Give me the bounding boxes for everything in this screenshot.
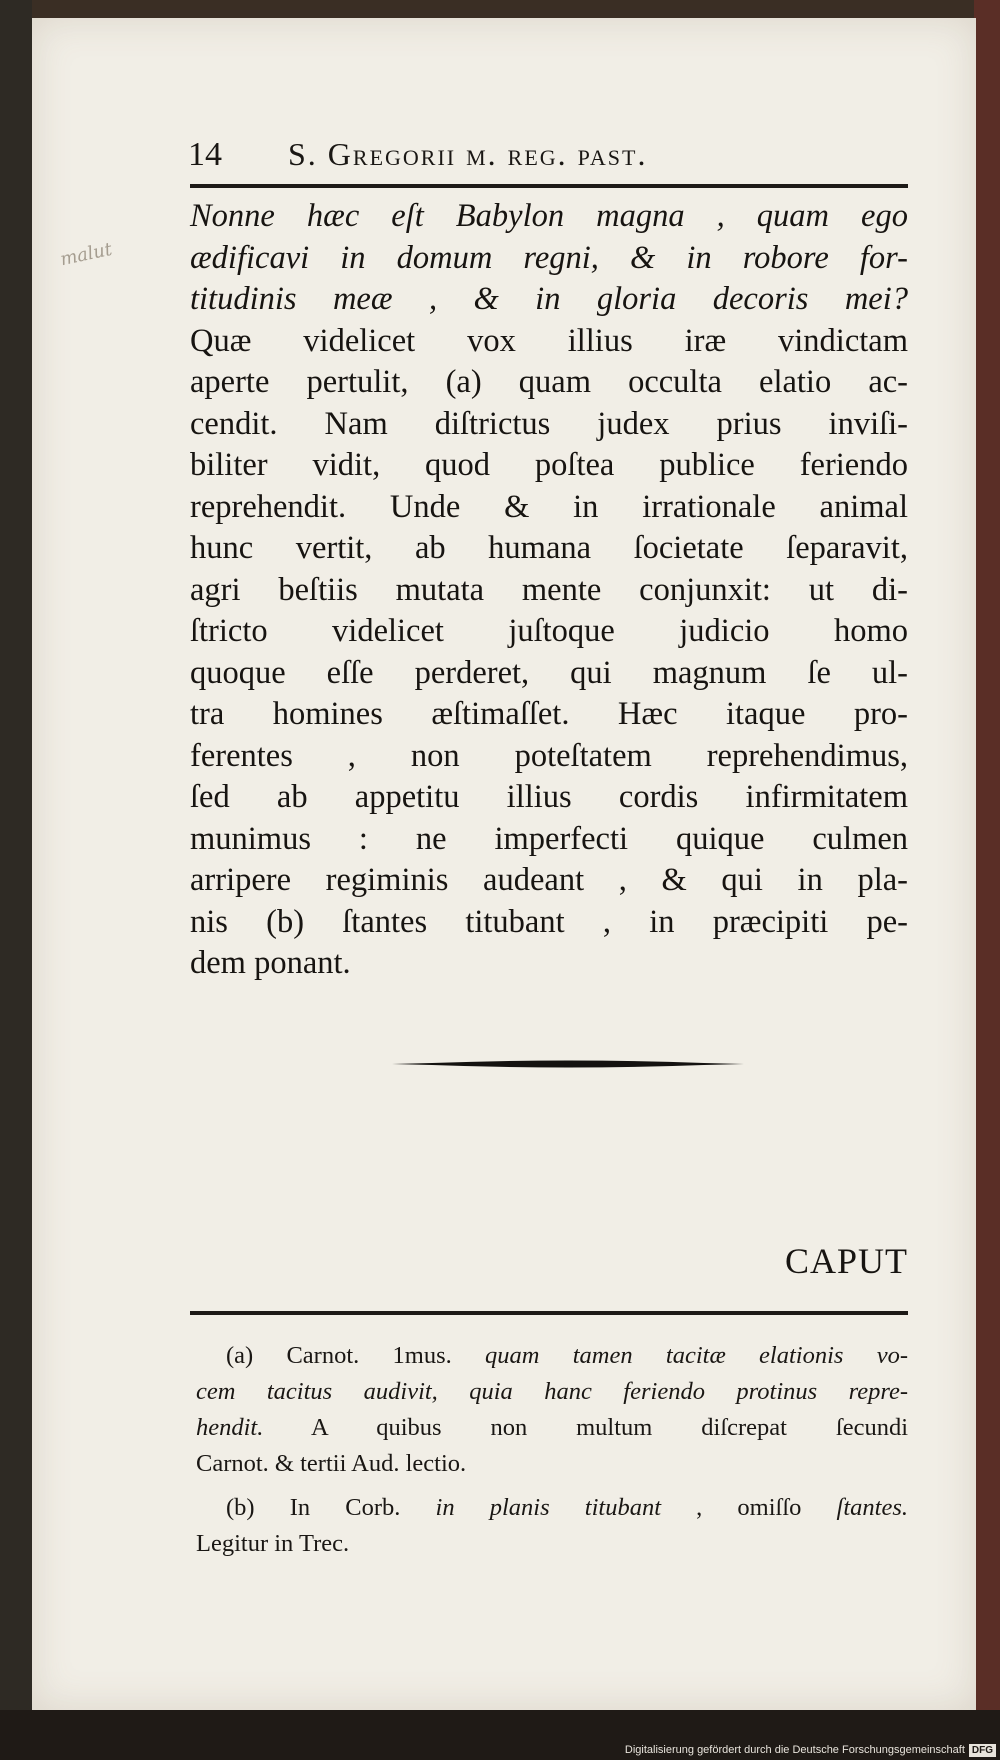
footnote-text: Legitur in Trec. <box>196 1530 350 1557</box>
dfg-logo: DFG <box>969 1744 996 1757</box>
footnote-text: (b) In Corb. <box>226 1494 436 1521</box>
text-line: Nonne hæc eſt Babylon magna , quam ego <box>190 198 908 234</box>
catchword: CAPUT <box>784 1241 908 1281</box>
text-line: agri beſtiis mutata mente conjunxit: ut di- <box>190 571 908 608</box>
tapered-rule-ornament <box>392 1058 744 1070</box>
footnote-b <box>196 1490 908 1562</box>
footnote-line <box>196 1374 908 1410</box>
text-line: arripere regiminis audeant , & qui in pla- <box>190 862 908 898</box>
text-line: cendit. Nam diſtrictus judex prius inviſi- <box>190 405 908 442</box>
footnote-a <box>196 1338 908 1482</box>
footnote-text: Carnot. & tertii Aud. lectio. <box>196 1450 467 1477</box>
header-rule <box>190 184 908 188</box>
credit-text: Digitalisierung gefördert durch die Deutsche Forschungsgemeinschaft <box>624 1744 965 1756</box>
footnote-text: , omiſſo <box>661 1494 837 1521</box>
footnote-italic: ſtantes. <box>836 1494 908 1521</box>
footnote-italic: in planis titubant <box>435 1494 661 1521</box>
text-line: reprehendit. Unde & in irrationale animal <box>190 488 908 525</box>
main-text <box>190 196 908 985</box>
text-line: nis (b) ſtantes titubant , in præcipiti pe- <box>190 903 908 940</box>
scan-border-right <box>974 0 1000 1760</box>
digitization-credit <box>600 1740 996 1760</box>
text-line: biliter vidit, quod poſtea publice feriendo <box>190 447 908 483</box>
footnote-line <box>196 1490 908 1526</box>
handwritten-marginalia: malut <box>58 238 115 271</box>
running-header <box>188 136 908 174</box>
footnote-text: A quibus non multum diſcrepat ſecundi <box>263 1414 908 1441</box>
text-line: titudinis meæ , & in gloria decoris mei? <box>190 281 908 317</box>
footnote-italic: quam tamen tacitæ elationis vo- <box>485 1342 908 1369</box>
text-line: aperte pertulit, (a) quam occulta elatio ac- <box>190 364 908 400</box>
text-line: munimus : ne imperfecti quique culmen <box>190 820 908 857</box>
footnote-text: (a) Carnot. 1mus. <box>226 1342 486 1369</box>
text-line: ferentes , non poteſtatem reprehendimus, <box>190 737 908 774</box>
footnotes <box>196 1338 908 1570</box>
footnote-line <box>196 1338 908 1374</box>
text-line: ædificavi in domum regni, & in robore for- <box>190 239 908 276</box>
footnote-italic: hendit. <box>196 1414 264 1441</box>
footnote-line <box>196 1446 908 1482</box>
text-line: quoque eſſe perderet, qui magnum ſe ul- <box>190 654 908 691</box>
text-line: hunc vertit, ab humana ſocietate ſeparavit, <box>190 530 908 566</box>
scan-border-left <box>0 0 32 1760</box>
footnote-italic: cem tacitus audivit, quia hanc feriendo protinus repre- <box>196 1378 908 1405</box>
text-line: dem ponant. <box>190 945 351 981</box>
footnote-line <box>196 1410 908 1446</box>
text-line: ſed ab appetitu illius cordis infirmitatem <box>190 779 908 815</box>
running-title: S. Gregorii m. reg. past. <box>288 136 648 172</box>
text-line: Quæ videlicet vox illius iræ vindictam <box>190 322 908 359</box>
page-number: 14 <box>188 136 222 173</box>
text-line: tra homines æſtimaſſet. Hæc itaque pro- <box>190 696 908 732</box>
footnote-line <box>196 1526 908 1562</box>
text-line: ſtricto videlicet juſtoque judicio homo <box>190 613 908 649</box>
footnote-rule <box>190 1311 908 1315</box>
